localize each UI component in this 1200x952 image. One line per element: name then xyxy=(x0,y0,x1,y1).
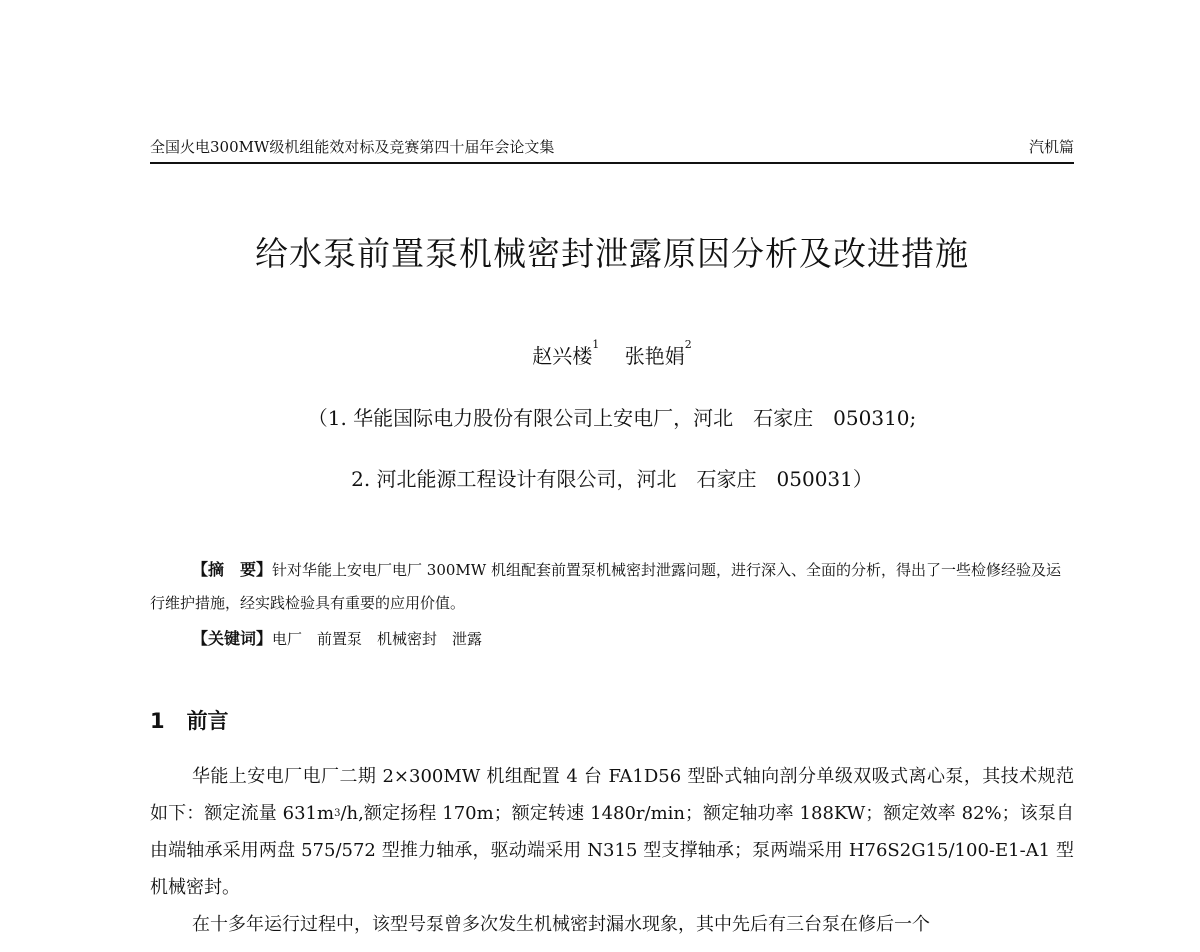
author-affil-mark: 2 xyxy=(684,338,692,351)
section-heading xyxy=(150,705,229,735)
paragraph xyxy=(150,758,1074,906)
proceedings-title: 全国火电300MW级机组能效对标及竞赛第四十届年会论文集 xyxy=(150,138,555,156)
author-line xyxy=(150,340,1074,369)
author-affil-mark: 1 xyxy=(592,338,600,351)
author-name: 赵兴楼 xyxy=(532,344,593,368)
paper-title: 给水泵前置泵机械密封泄露原因分析及改进措施 xyxy=(255,234,969,273)
section-title: 前言 xyxy=(186,709,229,733)
abstract-block xyxy=(150,553,1074,656)
abstract xyxy=(150,553,1074,620)
affiliation-1: （1. 华能国际电力股份有限公司上安电厂，河北 石家庄 050310; xyxy=(307,406,917,430)
paragraph-text: /h,额定扬程 170m；额定转速 1480r/min；额定轴功率 188KW；额定效率 82%；该泵自由端轴承采用两盘 575/572 型推力轴承，驱动端采用 N315 型支撑轴承；泵两端采用 H76S2G15/100-E1-A1 型机械密封。 xyxy=(150,803,1074,898)
affiliation-2: 2. 河北能源工程设计有限公司，河北 石家庄 050031） xyxy=(351,467,873,491)
superscript: 3 xyxy=(334,808,341,819)
keywords-label: 【关键词】 xyxy=(192,629,273,648)
abstract-text: 针对华能上安电厂电厂 300MW 机组配套前置泵机械密封泄露问题，进行深入、全面的分析，得出了一些检修经验及运行维护措施，经实践检验具有重要的应用价值。 xyxy=(150,561,1061,612)
paragraph: 在十多年运行过程中，该型号泵曾多次发生机械密封漏水现象，其中先后有三台泵在修后一个 xyxy=(192,914,930,935)
keywords xyxy=(150,622,1074,656)
section-number: 1 xyxy=(150,709,165,733)
keywords-text: 电厂 前置泵 机械密封 泄露 xyxy=(272,630,483,648)
paragraph-text: 华能上安电厂电厂二期 2×300MW 机组配置 4 台 FA1D56 型卧式轴向剖分单级双吸式离心泵，其技术规范如下：额定流量 631m xyxy=(150,766,1074,824)
section-category: 汽机篇 xyxy=(1028,138,1074,156)
author-name: 张艳娟 xyxy=(624,344,685,368)
running-header xyxy=(150,136,1074,164)
abstract-label: 【摘 要】 xyxy=(192,560,273,579)
body-text xyxy=(150,758,1074,943)
